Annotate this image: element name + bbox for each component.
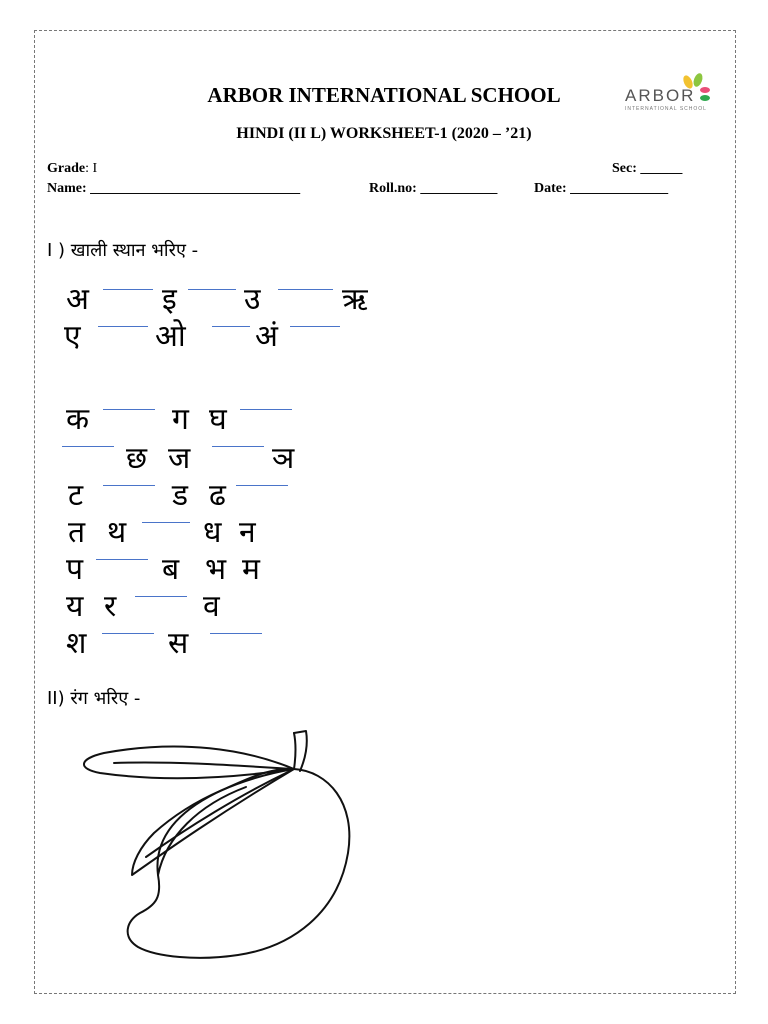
letter-row-6: [0, 515, 768, 552]
letter: न: [239, 515, 256, 550]
letter: श: [66, 626, 87, 661]
letter: ऋ: [342, 282, 368, 317]
letter-row-1: [0, 282, 768, 319]
letter-row-4: [0, 441, 768, 478]
blank-line[interactable]: [240, 409, 292, 410]
section-field[interactable]: Sec: ______: [612, 161, 683, 176]
blank-line[interactable]: [278, 289, 333, 290]
letter-row-7: [0, 552, 768, 589]
blank-line[interactable]: [142, 522, 190, 523]
letter: क: [66, 402, 90, 437]
letter: छ: [126, 441, 148, 476]
grade-value: : I: [85, 161, 98, 176]
blank-line[interactable]: [236, 485, 288, 486]
letter: ट: [68, 478, 84, 513]
school-name: ARBOR INTERNATIONAL SCHOOL: [207, 83, 561, 107]
blank-line[interactable]: [102, 633, 154, 634]
blank-line[interactable]: [103, 289, 153, 290]
letter: व: [203, 589, 220, 624]
letter-row-8: [0, 589, 768, 626]
letter: त: [68, 515, 86, 550]
blank-line[interactable]: [98, 326, 148, 327]
blank-line[interactable]: [103, 409, 155, 410]
date-field[interactable]: Date: ______________: [534, 181, 669, 196]
letter: अं: [255, 319, 278, 354]
letter: अ: [66, 282, 89, 317]
logo-subtext: INTERNATIONAL SCHOOL: [625, 106, 707, 112]
letter: भ: [205, 552, 227, 587]
blank-line[interactable]: [212, 446, 264, 447]
letter: म: [242, 552, 260, 587]
blank-line[interactable]: [210, 633, 262, 634]
blank-line[interactable]: [212, 326, 250, 327]
blank-line[interactable]: [135, 596, 187, 597]
letter: उ: [244, 282, 261, 317]
section-2-title: II) रंग भरिए -: [47, 688, 141, 709]
blank-line[interactable]: [62, 446, 114, 447]
letter: इ: [162, 282, 177, 317]
roll-number-field[interactable]: Roll.no: ___________: [369, 181, 498, 196]
mango-outline-icon: [70, 725, 370, 960]
blank-line[interactable]: [290, 326, 340, 327]
letter: ध: [203, 515, 222, 550]
logo-text: ARBOR: [625, 86, 696, 105]
letter: र: [104, 589, 117, 624]
grade-label: Grade: [47, 161, 86, 176]
letter: ब: [162, 552, 180, 587]
letter: ज: [168, 441, 191, 476]
letter: ए: [64, 319, 81, 354]
grade-line: [47, 161, 97, 177]
letter: ओ: [155, 319, 186, 354]
letter-row-3: [0, 402, 768, 439]
school-logo: [605, 66, 730, 126]
worksheet-title: HINDI (II L) WORKSHEET-1 (2020 – ’21): [236, 125, 532, 142]
letter: स: [168, 626, 189, 661]
section-1-title: I ) खाली स्थान भरिए -: [47, 240, 199, 261]
letter: प: [66, 552, 84, 587]
letter-row-9: [0, 626, 768, 663]
letter: य: [66, 589, 84, 624]
letter: ढ: [209, 478, 226, 513]
letter: ड: [172, 478, 189, 513]
blank-line[interactable]: [188, 289, 236, 290]
letter: ग: [172, 402, 189, 437]
letter: घ: [209, 402, 227, 437]
blank-line[interactable]: [103, 485, 155, 486]
letter-row-2: [0, 319, 768, 356]
letter-row-5: [0, 478, 768, 515]
blank-line[interactable]: [96, 559, 148, 560]
letter: ञ: [272, 441, 295, 476]
letter: थ: [107, 515, 127, 550]
name-field[interactable]: Name: ______________________________: [47, 181, 301, 196]
